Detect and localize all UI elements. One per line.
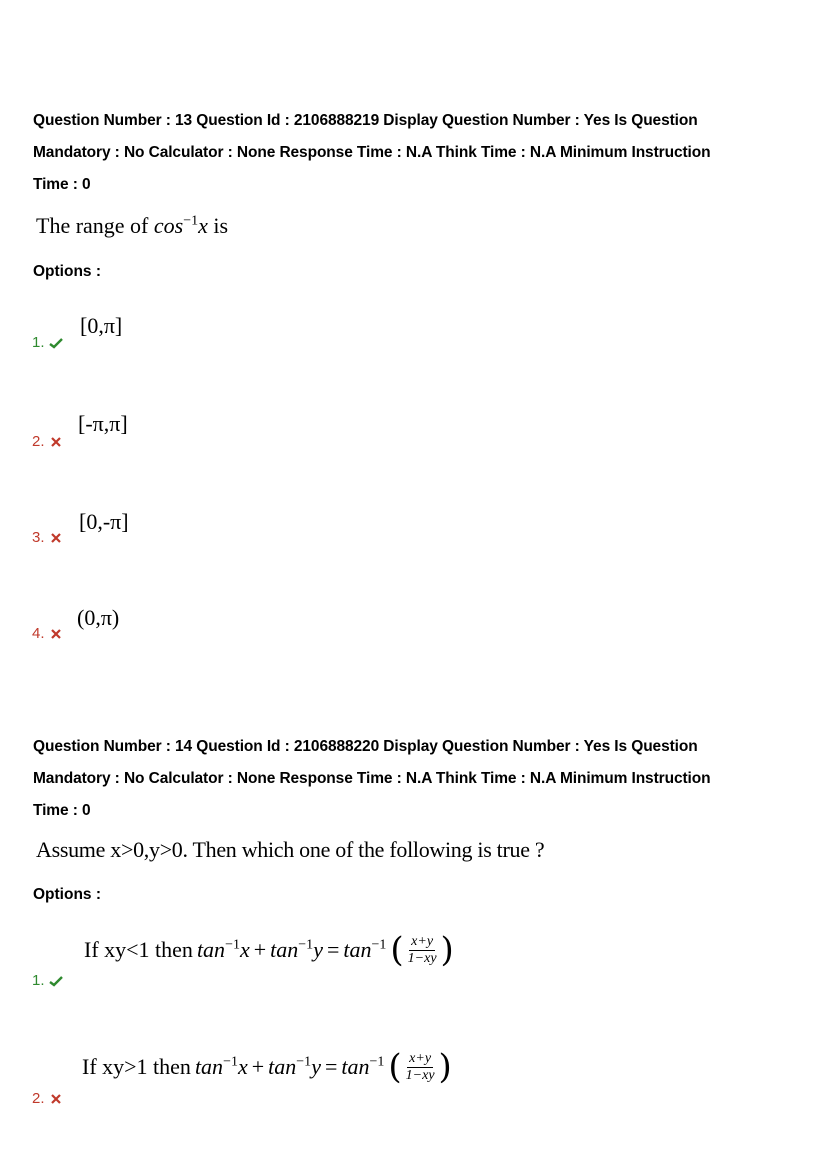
left-paren: ( (388, 1047, 402, 1087)
check-icon (49, 337, 63, 349)
option-number-label: 1. (32, 334, 45, 351)
option-2-number (32, 433, 63, 450)
question-13-text (36, 213, 228, 239)
option-2-text: [-π,π] (78, 411, 128, 436)
option-number-label: 1. (32, 972, 45, 989)
fraction-denominator: 1−xy (405, 1067, 435, 1083)
fraction-numerator: x+y (411, 933, 434, 949)
option-condition: If xy>1 then (82, 1054, 191, 1079)
options-label: Options : (33, 263, 102, 280)
right-paren: ) (438, 1047, 452, 1087)
func-tan: tan (270, 937, 299, 962)
meta-line-3: Time : 0 (33, 802, 91, 819)
fraction (408, 934, 437, 967)
inverse-sup: −1 (371, 937, 387, 953)
options-label: Options : (33, 886, 102, 903)
right-paren: ) (440, 930, 454, 970)
func-tan: tan (268, 1054, 297, 1079)
equals-sign: = (326, 937, 340, 962)
inverse-sup: −1 (223, 1054, 238, 1070)
inverse-sup: −1 (296, 1054, 312, 1070)
question-text-prefix: The range of (36, 213, 149, 238)
question-text-var: x (198, 213, 208, 238)
inverse-sup: −1 (298, 937, 314, 953)
func-tan: tan (343, 937, 372, 962)
var-x: x (237, 1054, 248, 1079)
meta-line-1: Question Number : 14 Question Id : 2106888220 Display Question Number : Yes Is Question (33, 738, 698, 755)
question-text-func: cos (153, 213, 184, 238)
fraction (406, 1051, 435, 1084)
func-tan: tan (194, 1054, 224, 1079)
question-14-text: Assume x>0,y>0. Then which one of the following is true ? (36, 837, 545, 862)
option-4-text: (0,π) (77, 605, 120, 630)
left-paren: ( (390, 930, 404, 970)
equals-sign: = (324, 1054, 338, 1079)
meta-line-2: Mandatory : No Calculator : None Response Time : N.A Think Time : N.A Minimum Instruction (33, 144, 711, 161)
var-y: y (311, 1054, 321, 1079)
fraction-denominator: 1−xy (407, 950, 437, 966)
question-14-meta (33, 731, 813, 827)
option-2-text (82, 1047, 452, 1087)
option-1-number (32, 972, 63, 989)
inverse-sup: −1 (225, 937, 240, 953)
cross-icon (49, 532, 63, 544)
cross-icon (49, 436, 63, 448)
question-13-meta (33, 105, 813, 201)
var-x: x (239, 937, 250, 962)
question-text-sup: −1 (183, 213, 199, 229)
option-number-label: 4. (32, 625, 45, 642)
option-4-number (32, 625, 63, 642)
option-2-number (32, 1090, 63, 1107)
option-condition: If xy<1 then (84, 937, 193, 962)
meta-line-2: Mandatory : No Calculator : None Response Time : N.A Think Time : N.A Minimum Instruction (33, 770, 711, 787)
option-1-text (84, 930, 454, 970)
cross-icon (49, 628, 63, 640)
question-text-suffix: is (213, 213, 229, 238)
inverse-sup: −1 (369, 1054, 385, 1070)
func-tan: tan (196, 937, 226, 962)
option-number-label: 2. (32, 1090, 45, 1107)
option-number-label: 3. (32, 529, 45, 546)
option-number-label: 2. (32, 433, 45, 450)
fraction-numerator: x+y (409, 1050, 432, 1066)
check-icon (49, 975, 63, 987)
option-1-number (32, 334, 63, 351)
option-1-text: [0,π] (80, 313, 123, 338)
plus-sign: + (253, 937, 267, 962)
option-3-number (32, 529, 63, 546)
plus-sign: + (251, 1054, 265, 1079)
meta-line-1: Question Number : 13 Question Id : 2106888219 Display Question Number : Yes Is Question (33, 112, 698, 129)
meta-line-3: Time : 0 (33, 176, 91, 193)
cross-icon (49, 1093, 63, 1105)
func-tan: tan (341, 1054, 370, 1079)
option-3-text: [0,-π] (79, 509, 129, 534)
var-y: y (313, 937, 323, 962)
